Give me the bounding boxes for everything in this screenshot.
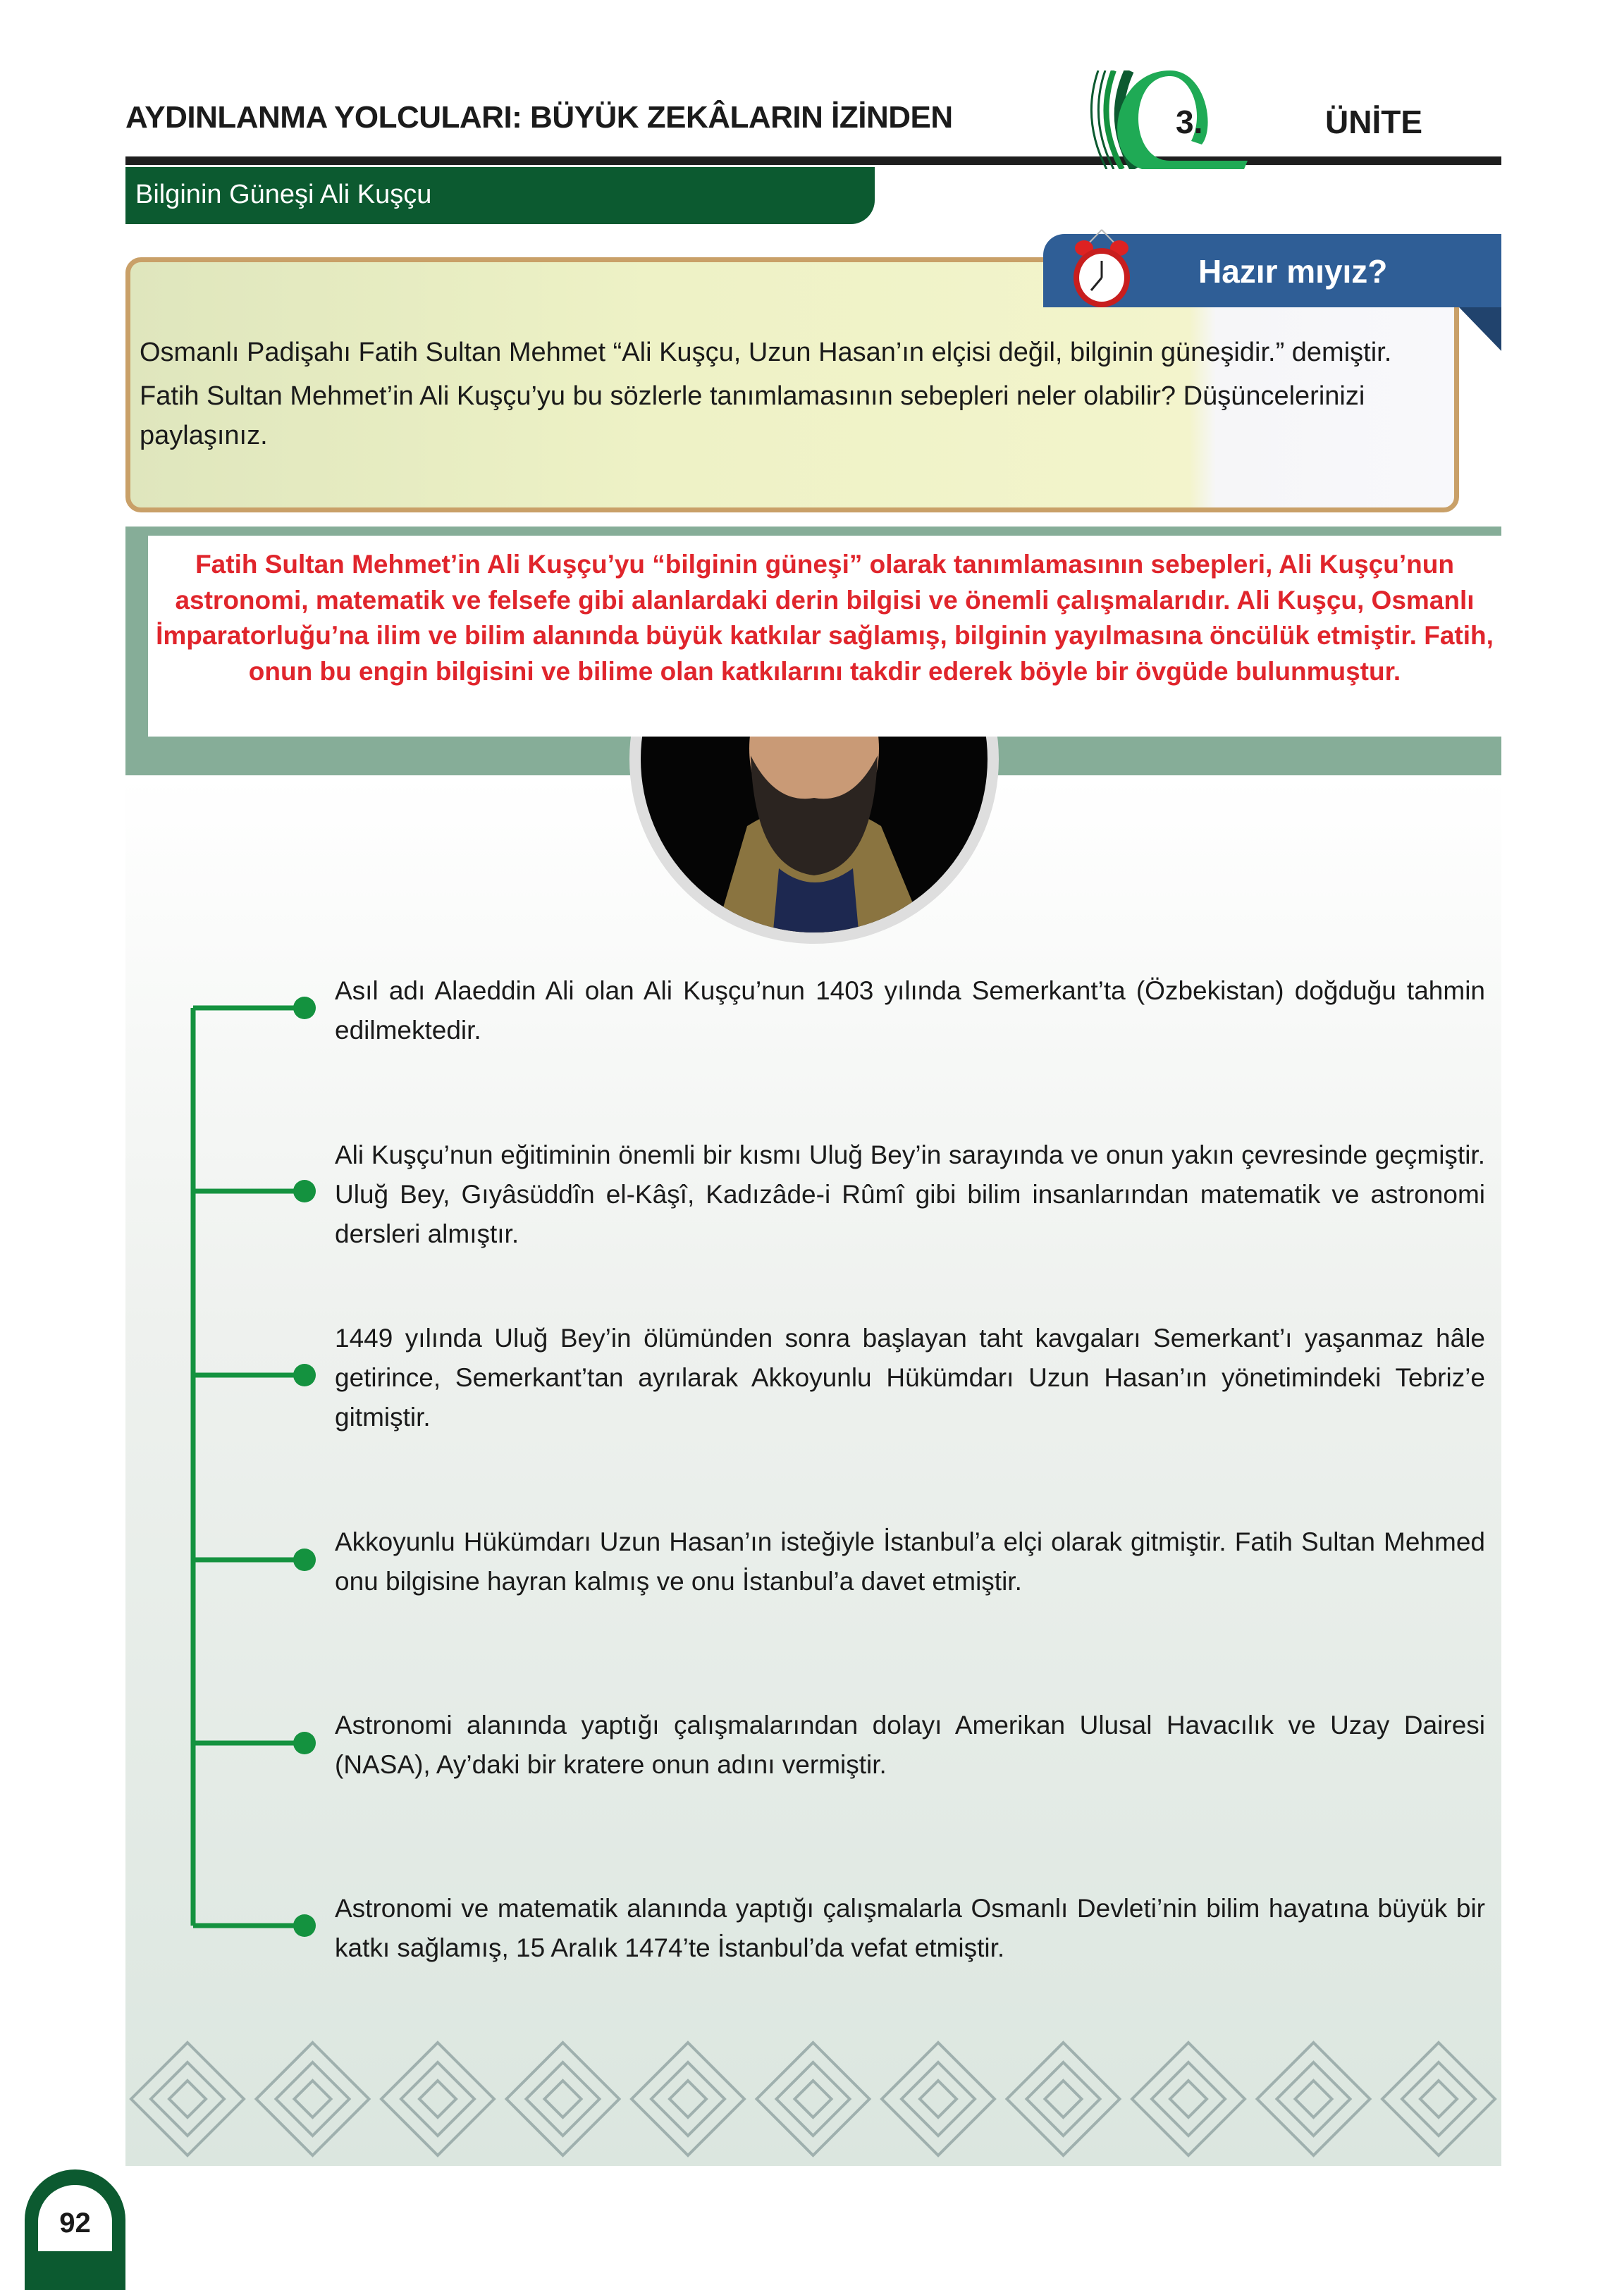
diamond-ornament: [1257, 2043, 1370, 2155]
diamond-ornament: [1132, 2043, 1245, 2155]
diamond-ornament: [276, 2062, 350, 2136]
diamond-ornament: [1152, 2062, 1225, 2136]
diamond-ornament: [1420, 2081, 1457, 2117]
diamond-ornament: [1382, 2043, 1495, 2155]
diamond-ornament: [131, 2043, 244, 2155]
ready-label: Hazır mıyız?: [1198, 253, 1388, 290]
timeline-dot: [293, 997, 316, 1019]
question-paragraph: Osmanlı Padişahı Fatih Sultan Mehmet “Ali Kuşçu, Uzun Hasan’ın elçisi değil, bilginin güneşidir.” demiştir.: [140, 338, 1392, 367]
timeline-item: Asıl adı Alaeddin Ali olan Ali Kuşçu’nun 1403 yılında Semerkant’ta (Özbekistan) doğduğu tahmin edilmektedir.: [335, 976, 1485, 1045]
diamond-ornament: [527, 2062, 600, 2136]
alarm-clock-icon: [1070, 227, 1133, 310]
diamond-ornament: [257, 2043, 369, 2155]
timeline-item: Ali Kuşçu’nun eğitiminin önemli bir kısmı Uluğ Bey’in sarayında ve onun yakın çevresinde geçmiştir. Uluğ Bey, Gıyâsüddîn el-Kâşî, Kadızâde-i Rûmî gibi bilim insanlarından matematik ve astronomi dersleri almıştır.: [335, 1140, 1485, 1248]
diamond-ornament: [1170, 2081, 1207, 2117]
section-title: Bilginin Güneşi Ali Kuşçu: [125, 167, 875, 224]
timeline-item: Astronomi alanında yaptığı çalışmalarından dolayı Amerikan Ulusal Havacılık ve Uzay Dairesi (NASA), Ay’daki bir kratere onun adını vermiştir.: [335, 1711, 1485, 1779]
diamond-ornament: [151, 2062, 224, 2136]
diamond-ornament: [1007, 2043, 1120, 2155]
timeline-dot: [293, 1914, 316, 1937]
ready-banner-fold: [1459, 307, 1501, 351]
diamond-ornament: [920, 2081, 956, 2117]
unit-title: AYDINLANMA YOLCULARI: BÜYÜK ZEKÂLARIN İZİNDEN: [125, 100, 953, 135]
timeline-item: Astronomi ve matematik alanında yaptığı çalışmalarla Osmanlı Devleti’nin bilim hayatına büyük bir katkı sağlamış, 15 Aralık 1474’te İstanbul’da vefat etmiştir.: [335, 1894, 1485, 1962]
diamond-ornament: [545, 2081, 582, 2117]
diamond-ornament: [507, 2043, 620, 2155]
timeline-dot: [293, 1549, 316, 1571]
timeline-dot: [293, 1732, 316, 1754]
diamond-ornament: [169, 2081, 206, 2117]
answer-text[interactable]: Fatih Sultan Mehmet’in Ali Kuşçu’yu “bilginin güneşi” olarak tanımlamasının sebepleri, Ali Kuşçu’nun astronomi, matematik ve felsefe gibi alanlardaki derin bilgisi ve önemli çalışmalarıdır. Ali Kuşçu, Osmanlı İmparatorluğu’na ilim ve bilim alanında büyük katkılar sağlamış, bilginin yayılmasına öncülük etmiştir. Fatih, onun bu engin bilgisini ve bilime olan katkılarını takdir ederek böyle bir övgüde bulunmuştur.: [156, 550, 1494, 686]
diamond-ornament: [882, 2043, 995, 2155]
timeline-dot: [293, 1364, 316, 1386]
timeline-dot: [293, 1180, 316, 1202]
unit-label: ÜNİTE: [1325, 104, 1422, 140]
diamond-ornament: [632, 2043, 744, 2155]
diamond-pattern-border: [125, 2037, 1501, 2164]
diamond-ornament: [795, 2081, 832, 2117]
diamond-ornament: [757, 2043, 870, 2155]
diamond-ornament: [1027, 2062, 1100, 2136]
diamond-ornament: [1402, 2062, 1475, 2136]
diamond-ornament: [1277, 2062, 1351, 2136]
timeline-connector: [162, 973, 1501, 1959]
diamond-ornament: [381, 2043, 494, 2155]
diamond-ornament: [902, 2062, 975, 2136]
diamond-ornament: [401, 2062, 474, 2136]
timeline-item: 1449 yılında Uluğ Bey’in ölümünden sonra başlayan taht kavgaları Semerkant’ı yaşanmaz hâle getirince, Semerkant’tan ayrılarak Akkoyunlu Hükümdarı Uzun Hasan’ın yönetimindeki Tebriz’e gitmiştir.: [335, 1324, 1485, 1432]
diamond-ornament: [651, 2062, 725, 2136]
unit-number: 3.: [1176, 104, 1203, 140]
diamond-ornament: [295, 2081, 331, 2117]
diamond-ornament: [1045, 2081, 1082, 2117]
timeline-item: Akkoyunlu Hükümdarı Uzun Hasan’ın isteğiyle İstanbul’a elçi olarak gitmiştir. Fatih Sultan Mehmed onu bilgisine hayran kalmış ve onu İstanbul’a davet etmiştir.: [335, 1527, 1485, 1596]
question-paragraph: Fatih Sultan Mehmet’in Ali Kuşçu’yu bu sözlerle tanımlamasının sebepleri neler olabilir? Düşüncelerinizi paylaşınız.: [140, 381, 1365, 450]
diamond-ornament: [777, 2062, 850, 2136]
page-number: 92: [38, 2185, 112, 2251]
diamond-ornament: [419, 2081, 456, 2117]
ready-question-text: [140, 333, 1408, 460]
diamond-ornament: [1296, 2081, 1332, 2117]
diamond-ornament: [670, 2081, 706, 2117]
